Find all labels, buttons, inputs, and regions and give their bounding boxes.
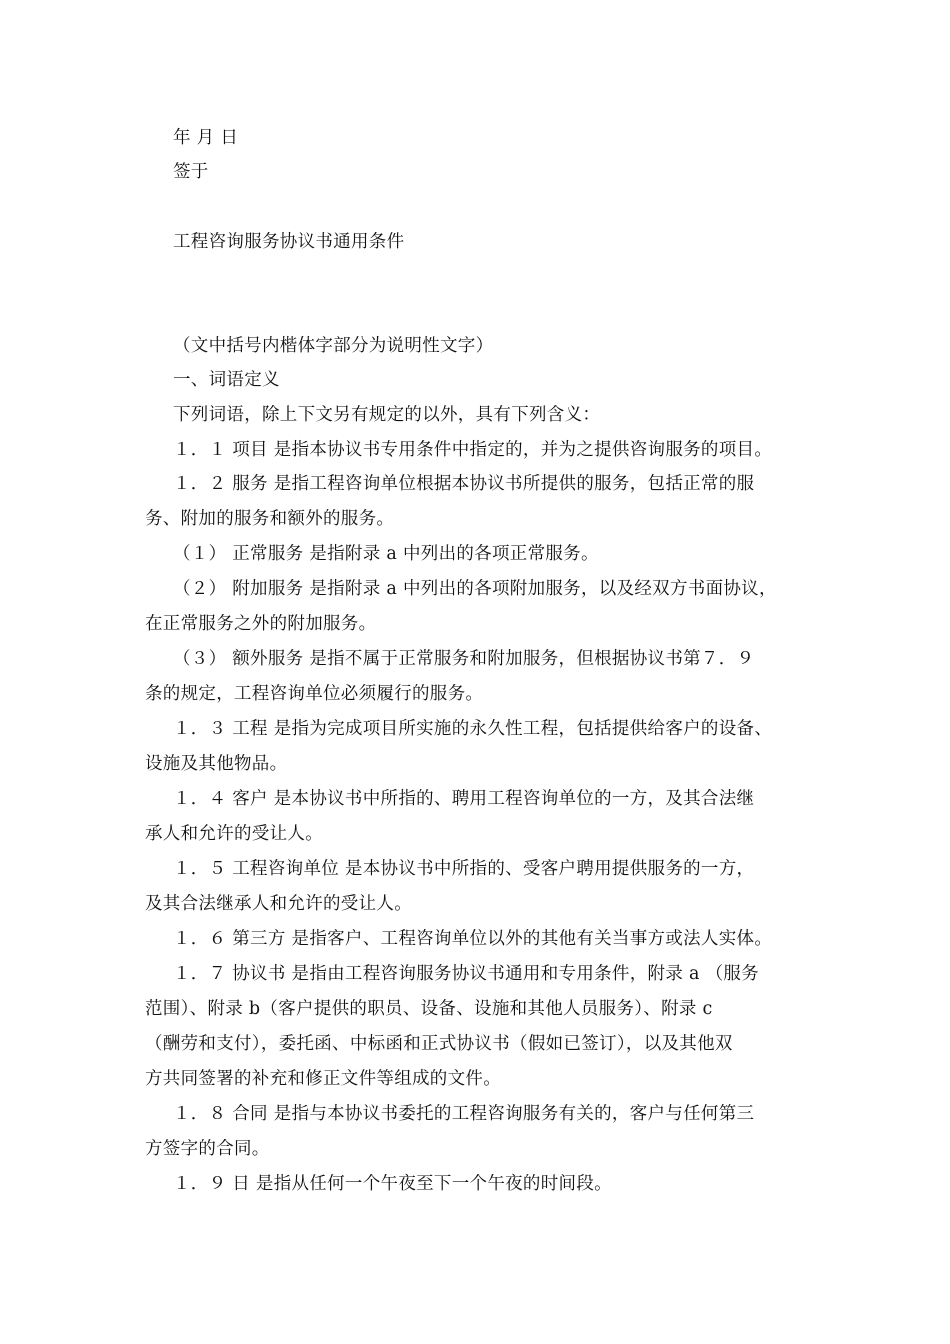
section-heading: 一、词语定义 <box>173 370 280 390</box>
clause-1-9: １．９ 日 是指从任何一个午夜至下一个午夜的时间段。 <box>173 1174 612 1194</box>
clause-1-7-cont-2: （酬劳和支付），委托函、中标函和正式协议书（假如已签订），以及其他双 <box>145 1034 733 1054</box>
clause-1-3-cont: 设施及其他物品。 <box>145 754 288 774</box>
clause-1-8-cont: 方签字的合同。 <box>145 1139 270 1159</box>
clause-1-2-item-2: （２） 附加服务 是指附录 a 中列出的各项附加服务，以及经双方书面协议， <box>173 579 777 599</box>
signed-at-line: 签于 <box>173 162 209 182</box>
clause-1-2-item-3: （３） 额外服务 是指不属于正常服务和附加服务，但根据协议书第７．９ <box>173 649 755 669</box>
date-line: 年 月 日 <box>173 128 239 148</box>
clause-1-4-cont: 承人和允许的受让人。 <box>145 824 323 844</box>
clause-1-3: １．３ 工程 是指为完成项目所实施的永久性工程，包括提供给客户的设备、 <box>173 719 773 739</box>
clause-1-2: １．２ 服务 是指工程咨询单位根据本协议书所提供的服务，包括正常的服 <box>173 474 755 494</box>
clause-1-4: １．４ 客户 是本协议书中所指的、聘用工程咨询单位的一方，及其合法继 <box>173 789 755 809</box>
clause-1-2-item-3-cont: 条的规定，工程咨询单位必须履行的服务。 <box>145 684 484 704</box>
clause-1-7-cont-1: 范围）、附录 b（客户提供的职员、设备、设施和其他人员服务）、附录 c <box>145 999 713 1019</box>
clause-1-6: １．６ 第三方 是指客户、工程咨询单位以外的其他有关当事方或法人实体。 <box>173 929 773 949</box>
clause-1-7: １．７ 协议书 是指由工程咨询服务协议书通用和专用条件，附录 a （服务 <box>173 964 759 984</box>
document-title: 工程咨询服务协议书通用条件 <box>173 232 405 252</box>
clause-1-5: １．５ 工程咨询单位 是本协议书中所指的、受客户聘用提供服务的一方， <box>173 859 755 879</box>
section-intro: 下列词语，除上下文另有规定的以外，具有下列含义： <box>173 405 601 425</box>
clause-1-5-cont: 及其合法继承人和允许的受让人。 <box>145 894 412 914</box>
explanatory-note: （文中括号内楷体字部分为说明性文字） <box>173 336 494 356</box>
clause-1-1: １．１ 项目 是指本协议书专用条件中指定的，并为之提供咨询服务的项目。 <box>173 440 773 460</box>
clause-1-2-cont: 务、附加的服务和额外的服务。 <box>145 509 395 529</box>
clause-1-7-cont-3: 方共同签署的补充和修正文件等组成的文件。 <box>145 1069 501 1089</box>
clause-1-2-item-2-cont: 在正常服务之外的附加服务。 <box>145 614 377 634</box>
clause-1-8: １．８ 合同 是指与本协议书委托的工程咨询服务有关的，客户与任何第三 <box>173 1104 755 1124</box>
clause-1-2-item-1: （１） 正常服务 是指附录 a 中列出的各项正常服务。 <box>173 544 599 564</box>
